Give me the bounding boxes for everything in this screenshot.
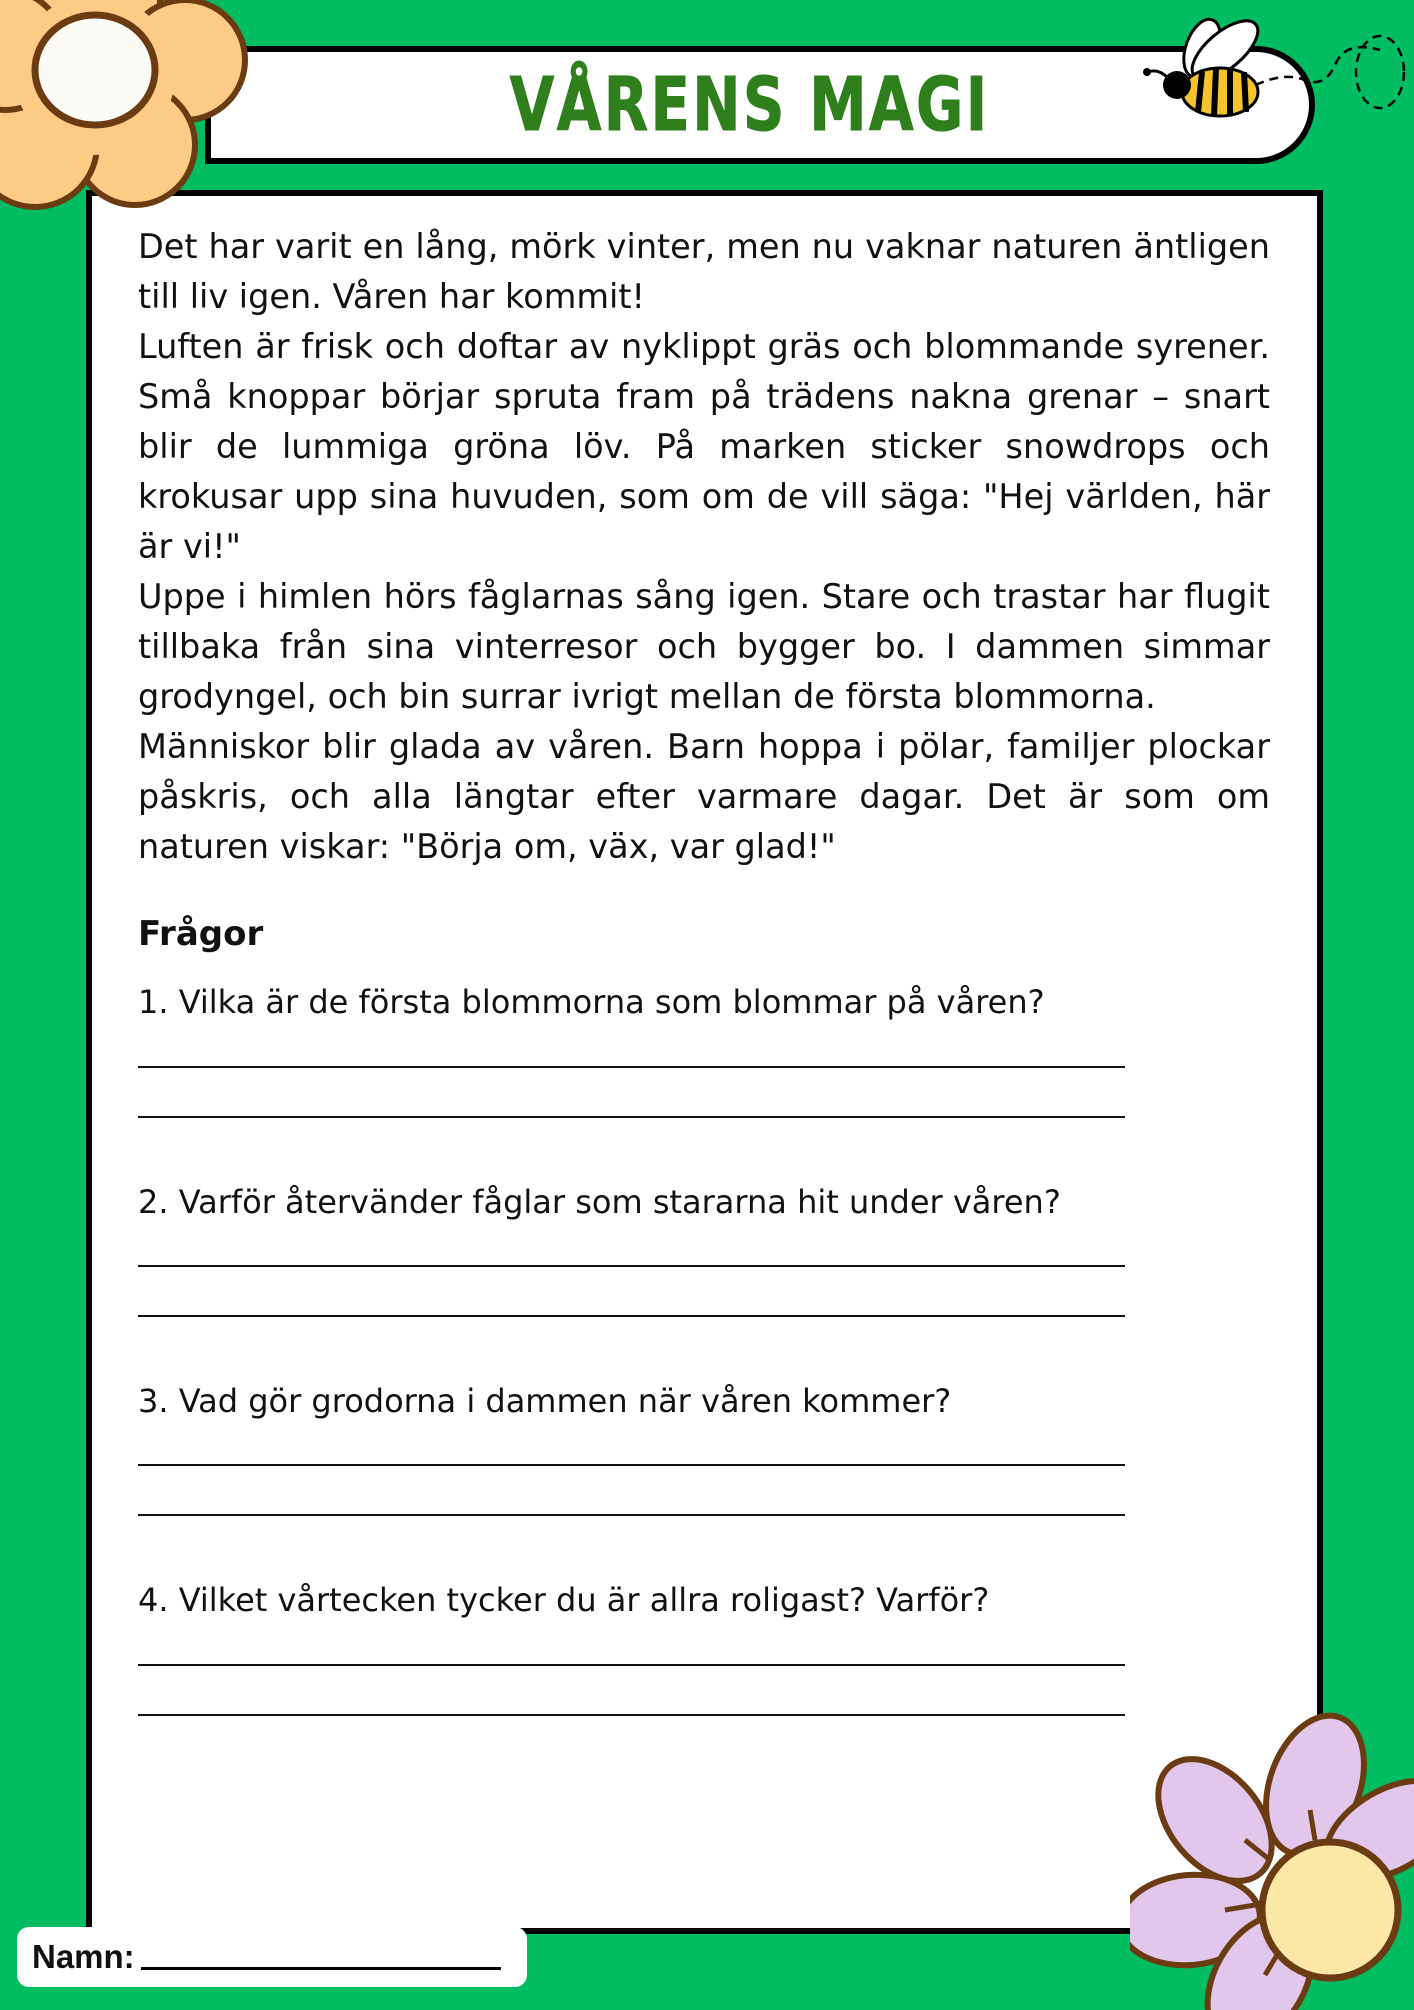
orange-flower-icon bbox=[0, 0, 250, 220]
name-label: Namn: bbox=[32, 1938, 135, 1975]
answer-line[interactable] bbox=[138, 1265, 1125, 1267]
bee-icon bbox=[1130, 10, 1414, 130]
reading-paragraph: Det har varit en lång, mörk vinter, men nu vaknar naturen äntligen till liv igen. Våren har kommit! bbox=[138, 227, 1270, 316]
page-title: VÅRENS MAGI bbox=[510, 62, 990, 148]
reading-text bbox=[138, 222, 1270, 872]
answer-line[interactable] bbox=[138, 1116, 1125, 1118]
answer-line[interactable] bbox=[138, 1714, 1125, 1716]
questions-heading: Frågor bbox=[138, 914, 264, 954]
answer-line[interactable] bbox=[138, 1664, 1125, 1666]
answer-line[interactable] bbox=[138, 1066, 1125, 1068]
answer-line[interactable] bbox=[138, 1464, 1125, 1466]
reading-paragraph: Uppe i himlen hörs fåglarnas sång igen. Stare och trastar har flugit tillbaka från sina vinterresor och bygger bo. I dammen simmar grodyngel, och bin surrar ivrigt mellan de första blommorna. bbox=[138, 577, 1270, 716]
name-field[interactable] bbox=[141, 1945, 501, 1970]
question-1: 1. Vilka är de första blommorna som blommar på våren? bbox=[138, 983, 1045, 1021]
question-3: 3. Vad gör grodorna i dammen när våren kommer? bbox=[138, 1382, 952, 1420]
purple-flower-icon bbox=[1130, 1710, 1414, 2010]
name-box bbox=[17, 1927, 527, 1987]
answer-line[interactable] bbox=[138, 1514, 1125, 1516]
question-2: 2. Varför återvänder fåglar som stararna hit under våren? bbox=[138, 1183, 1061, 1221]
answer-line[interactable] bbox=[138, 1315, 1125, 1317]
reading-paragraph: Människor blir glada av våren. Barn hoppa i pölar, familjer plockar påskris, och alla längtar efter varmare dagar. Det är som om naturen viskar: "Börja om, väx, var glad!" bbox=[138, 727, 1270, 866]
question-4: 4. Vilket vårtecken tycker du är allra roligast? Varför? bbox=[138, 1581, 990, 1619]
reading-paragraph: Luften är frisk och doftar av nyklippt gräs och blommande syrener. Små knoppar börjar spruta fram på trädens nakna grenar – snart blir de lummiga gröna löv. På marken sticker snowdrops och krokusar upp sina huvuden, som om de vill säga: "Hej världen, här är vi!" bbox=[138, 327, 1270, 566]
